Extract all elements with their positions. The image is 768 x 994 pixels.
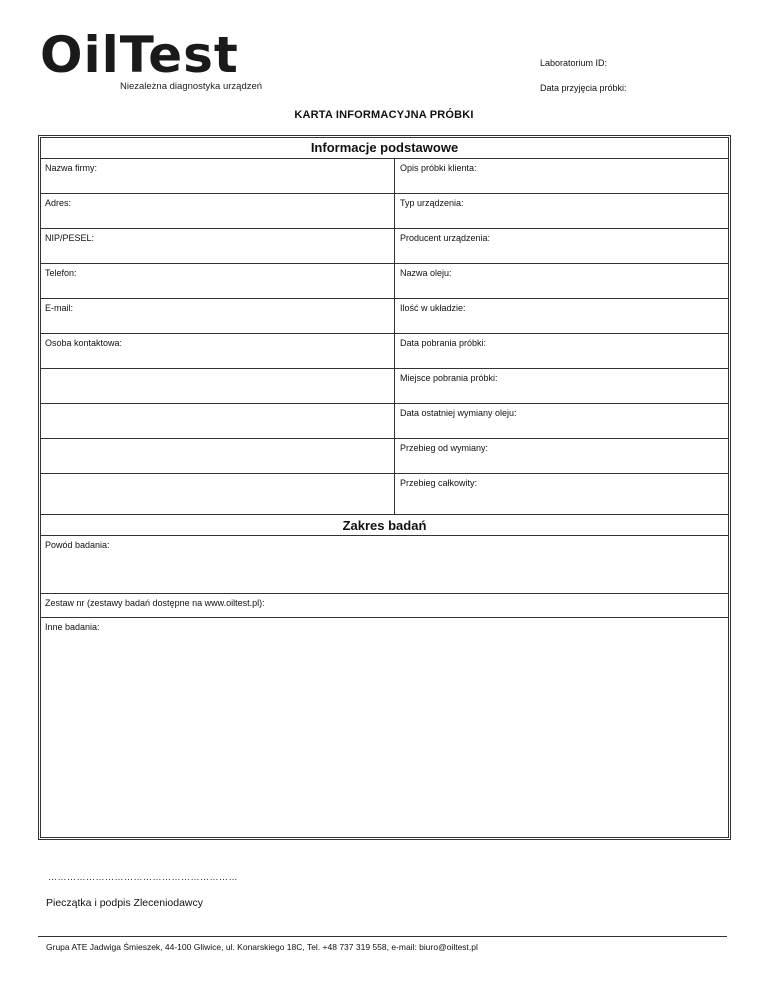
nip-pesel-field[interactable]: NIP/PESEL: (40, 229, 395, 263)
oil-name-field[interactable]: Nazwa oleju: (400, 268, 452, 278)
sampling-place-field[interactable]: Miejsce pobrania próbki: (400, 373, 498, 383)
intake-date-label: Data przyjęcia próbki: (540, 83, 627, 93)
form-row (40, 229, 729, 264)
page-title: KARTA INFORMACYJNA PRÓBKI (294, 109, 474, 121)
form-row (40, 404, 729, 439)
logo (40, 26, 263, 92)
phone-field[interactable]: Telefon: (40, 264, 395, 298)
form-row (40, 264, 729, 299)
logo-tagline: Niezależna diagnostyka urządzeń (120, 81, 263, 92)
form-row (40, 334, 729, 369)
footer-contact: Grupa ATE Jadwiga Śmieszek, 44-100 Gliwice, ul. Konarskiego 18C, Tel. +48 737 319 558, e-mail: biuro@oiltest.pl (46, 942, 478, 952)
blank-left-cell[interactable] (40, 439, 395, 473)
total-mileage-field[interactable]: Przebieg całkowity: (400, 478, 478, 488)
signature-label: Pieczątka i podpis Zleceniodawcy (46, 897, 203, 909)
address-field[interactable]: Adres: (40, 194, 395, 228)
sample-description-field[interactable]: Opis próbki klienta: (400, 163, 477, 173)
blank-left-cell[interactable] (40, 474, 395, 514)
form-row (40, 159, 729, 194)
company-name-field[interactable]: Nazwa firmy: (40, 159, 395, 193)
form-row (40, 369, 729, 404)
other-tests-field[interactable]: Inne badania: (45, 622, 100, 632)
device-manufacturer-field[interactable]: Producent urządzenia: (400, 233, 491, 243)
test-scope-heading: Zakres badań (40, 514, 729, 536)
logo-wordmark: OilTest (40, 26, 239, 84)
lab-id-label: Laboratorium ID: (540, 58, 608, 68)
test-reason-field[interactable]: Powód badania: (40, 536, 729, 594)
contact-person-field[interactable]: Osoba kontaktowa: (40, 334, 395, 368)
email-field[interactable]: E-mail: (40, 299, 395, 333)
footer-divider (38, 936, 727, 937)
form-row (40, 194, 729, 229)
form-row (40, 299, 729, 334)
sampling-date-field[interactable]: Data pobrania próbki: (400, 338, 487, 348)
system-quantity-field[interactable]: Ilość w układzie: (400, 303, 466, 313)
blank-left-cell[interactable] (40, 369, 395, 403)
mileage-since-change-field[interactable]: Przebieg od wymiany: (400, 443, 489, 453)
signature-line: …………………………………………………… (48, 872, 238, 882)
test-set-field[interactable]: Zestaw nr (zestawy badań dostępne na www.oiltest.pl): (40, 594, 729, 618)
form-row (40, 439, 729, 474)
form-row (40, 474, 729, 514)
last-oil-change-date-field[interactable]: Data ostatniej wymiany oleju: (400, 408, 517, 418)
basic-info-heading: Informacje podstawowe (40, 137, 729, 159)
device-type-field[interactable]: Typ urządzenia: (400, 198, 464, 208)
blank-left-cell[interactable] (40, 404, 395, 438)
